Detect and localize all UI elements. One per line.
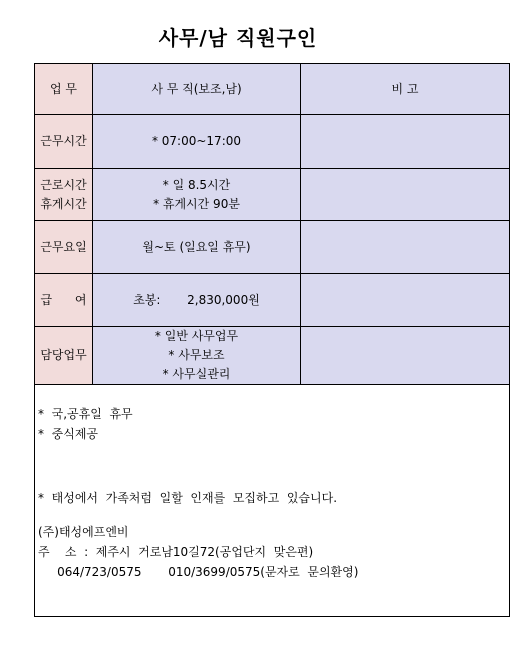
header-label-cell: 업 무 bbox=[35, 64, 93, 115]
footer-notes bbox=[38, 404, 498, 582]
table-row-days bbox=[35, 221, 510, 274]
table-row-worktime bbox=[35, 169, 510, 221]
page-title: 사무/남 직원구인 bbox=[158, 26, 318, 50]
row-value: 초봉: 2,830,000원 bbox=[93, 274, 301, 327]
row-label: 근로시간 휴게시간 bbox=[35, 169, 93, 221]
row-note bbox=[301, 115, 510, 169]
table-row-duties bbox=[35, 327, 510, 385]
header-value-cell: 사 무 직(보조,남) bbox=[93, 64, 301, 115]
row-note bbox=[301, 221, 510, 274]
row-value: * 07:00~17:00 bbox=[93, 115, 301, 169]
table-header-row bbox=[35, 64, 510, 115]
row-note bbox=[301, 327, 510, 385]
company-address: 주 소 : 제주시 거로남10길72(공업단지 맞은편) bbox=[38, 545, 314, 559]
note-lunch: * 중식제공 bbox=[38, 427, 98, 441]
row-value: * 일반 사무업무 * 사무보조 * 사무실관리 bbox=[93, 327, 301, 385]
row-value: 월~토 (일요일 휴무) bbox=[93, 221, 301, 274]
row-value: * 일 8.5시간 * 휴게시간 90분 bbox=[93, 169, 301, 221]
row-label: 근무요일 bbox=[35, 221, 93, 274]
table-row-hours bbox=[35, 115, 510, 169]
table-row-salary bbox=[35, 274, 510, 327]
company-phones: 064/723/0575 010/3699/0575(문자로 문의환영) bbox=[38, 565, 359, 579]
row-label: 근무시간 bbox=[35, 115, 93, 169]
note-holiday: * 국,공휴일 휴무 bbox=[38, 407, 133, 421]
row-label: 담당업무 bbox=[35, 327, 93, 385]
header-note-cell: 비 고 bbox=[301, 64, 510, 115]
company-name: (주)태성에프엔비 bbox=[38, 525, 129, 539]
row-label: 급 여 bbox=[35, 274, 93, 327]
row-note bbox=[301, 169, 510, 221]
row-note bbox=[301, 274, 510, 327]
recruit-message: * 태성에서 가족처럼 일할 인재를 모집하고 있습니다. bbox=[38, 491, 338, 505]
job-table bbox=[34, 63, 510, 385]
